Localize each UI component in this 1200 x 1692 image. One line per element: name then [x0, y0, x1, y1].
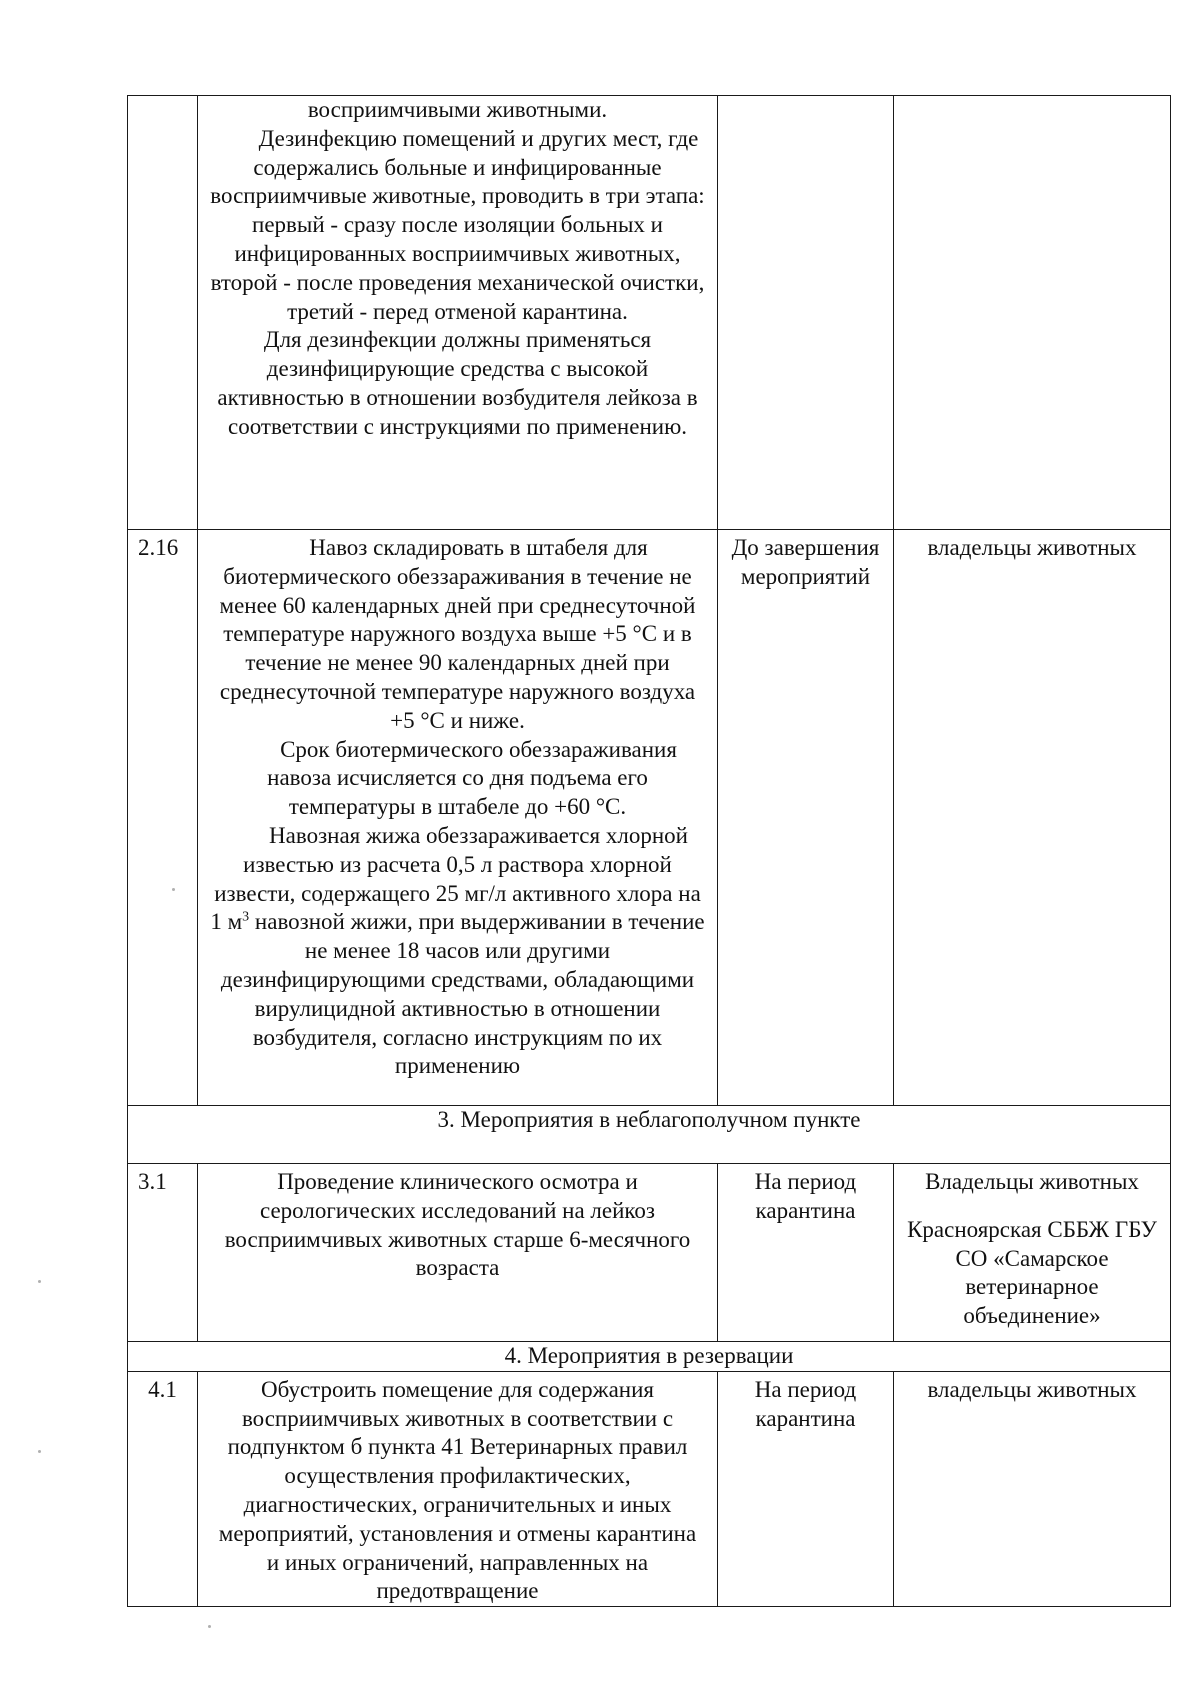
table-row — [128, 530, 1171, 1106]
scan-speck — [208, 1625, 211, 1628]
scan-speck — [38, 1450, 41, 1453]
scan-speck — [38, 1280, 41, 1283]
description-paragraph — [210, 822, 705, 1081]
measure-description-cell: Проведение клинического осмотра и серологических исследований на лейкоз восприимчивых животных старше 6-месячного возраста — [198, 1164, 718, 1342]
section-title: 3. Мероприятия в неблагополучном пункте — [128, 1106, 1171, 1164]
responsible-cell — [894, 96, 1171, 530]
measures-table — [127, 95, 1171, 1607]
table-row — [128, 1371, 1171, 1606]
measure-description-cell — [198, 530, 718, 1106]
responsible-cell — [894, 1164, 1171, 1342]
description-paragraph: восприимчивыми животными. — [307, 97, 608, 122]
scan-speck — [172, 888, 175, 891]
superscript-text: 3 — [242, 909, 250, 925]
measure-description-cell: Обустроить помещение для содержания восприимчивых животных в соответствии с подпунктом б пункта 41 Ветеринарных правил осуществления профилактических, диагностических, ограничительных и иных мероприятий, установления и отмены карантина и иных ограничений, направленных на предотвращение — [198, 1371, 718, 1606]
term-cell: На период карантина — [718, 1371, 894, 1606]
description-paragraph: Навоз складировать в штабеля для биотермического обеззараживания в течение не менее 60 календарных дней при среднесуточной температуре наружного воздуха выше +5 °С и в течение не менее 90 календарных дней при среднесуточной температуре наружного воздуха +5 °С и ниже. — [219, 535, 696, 733]
section-header-row — [128, 1106, 1171, 1164]
row-number-cell: 4.1 — [128, 1371, 198, 1606]
table-row — [128, 1164, 1171, 1342]
responsible-cell: владельцы животных — [894, 530, 1171, 1106]
row-number-cell: 2.16 — [128, 530, 198, 1106]
responsible-text: Владельцы животных — [925, 1169, 1139, 1194]
section-title: 4. Мероприятия в резервации — [128, 1342, 1171, 1372]
term-cell: До завершения мероприятий — [718, 530, 894, 1106]
description-text: навозной жижи, при выдерживании в течение не менее 18 часов или другими дезинфицирующими средствами, обладающими вирулицидной активностью в отношении возбудителя, согласно инструкциям по их применению — [220, 909, 705, 1079]
row-number-cell: 3.1 — [128, 1164, 198, 1342]
row-number-cell — [128, 96, 198, 530]
responsible-text: Красноярская СББЖ ГБУ СО «Самарское ветеринарное объединение» — [907, 1216, 1157, 1329]
description-paragraph: Для дезинфекции должны применяться дезинфицирующие средства с высокой активностью в отношении возбудителя лейкоза в соответствии с инструкциями по применению. — [217, 327, 698, 439]
term-cell: На период карантина — [718, 1164, 894, 1342]
section-header-row — [128, 1342, 1171, 1372]
term-cell — [718, 96, 894, 530]
table-row — [128, 96, 1171, 530]
measure-description-cell — [198, 96, 718, 530]
description-paragraph: Срок биотермического обеззараживания навоза исчисляется со дня подъема его температуры в штабеле до +60 °С. — [267, 736, 677, 820]
description-paragraph: Дезинфекцию помещений и других мест, где содержались больные и инфицированные восприимчивые животные, проводить в три этапа: первый - сразу после изоляции больных и инфицированных восприимчивых животных, второй - после проведения механической очистки, третий - перед отменой карантина. — [210, 125, 705, 324]
responsible-cell: владельцы животных — [894, 1371, 1171, 1606]
description-text: Навозная жижа обеззараживается хлорной известью из расчета 0,5 л раствора хлорной извести, содержащего 25 мг/л активного хлора на 1 м — [210, 822, 701, 935]
